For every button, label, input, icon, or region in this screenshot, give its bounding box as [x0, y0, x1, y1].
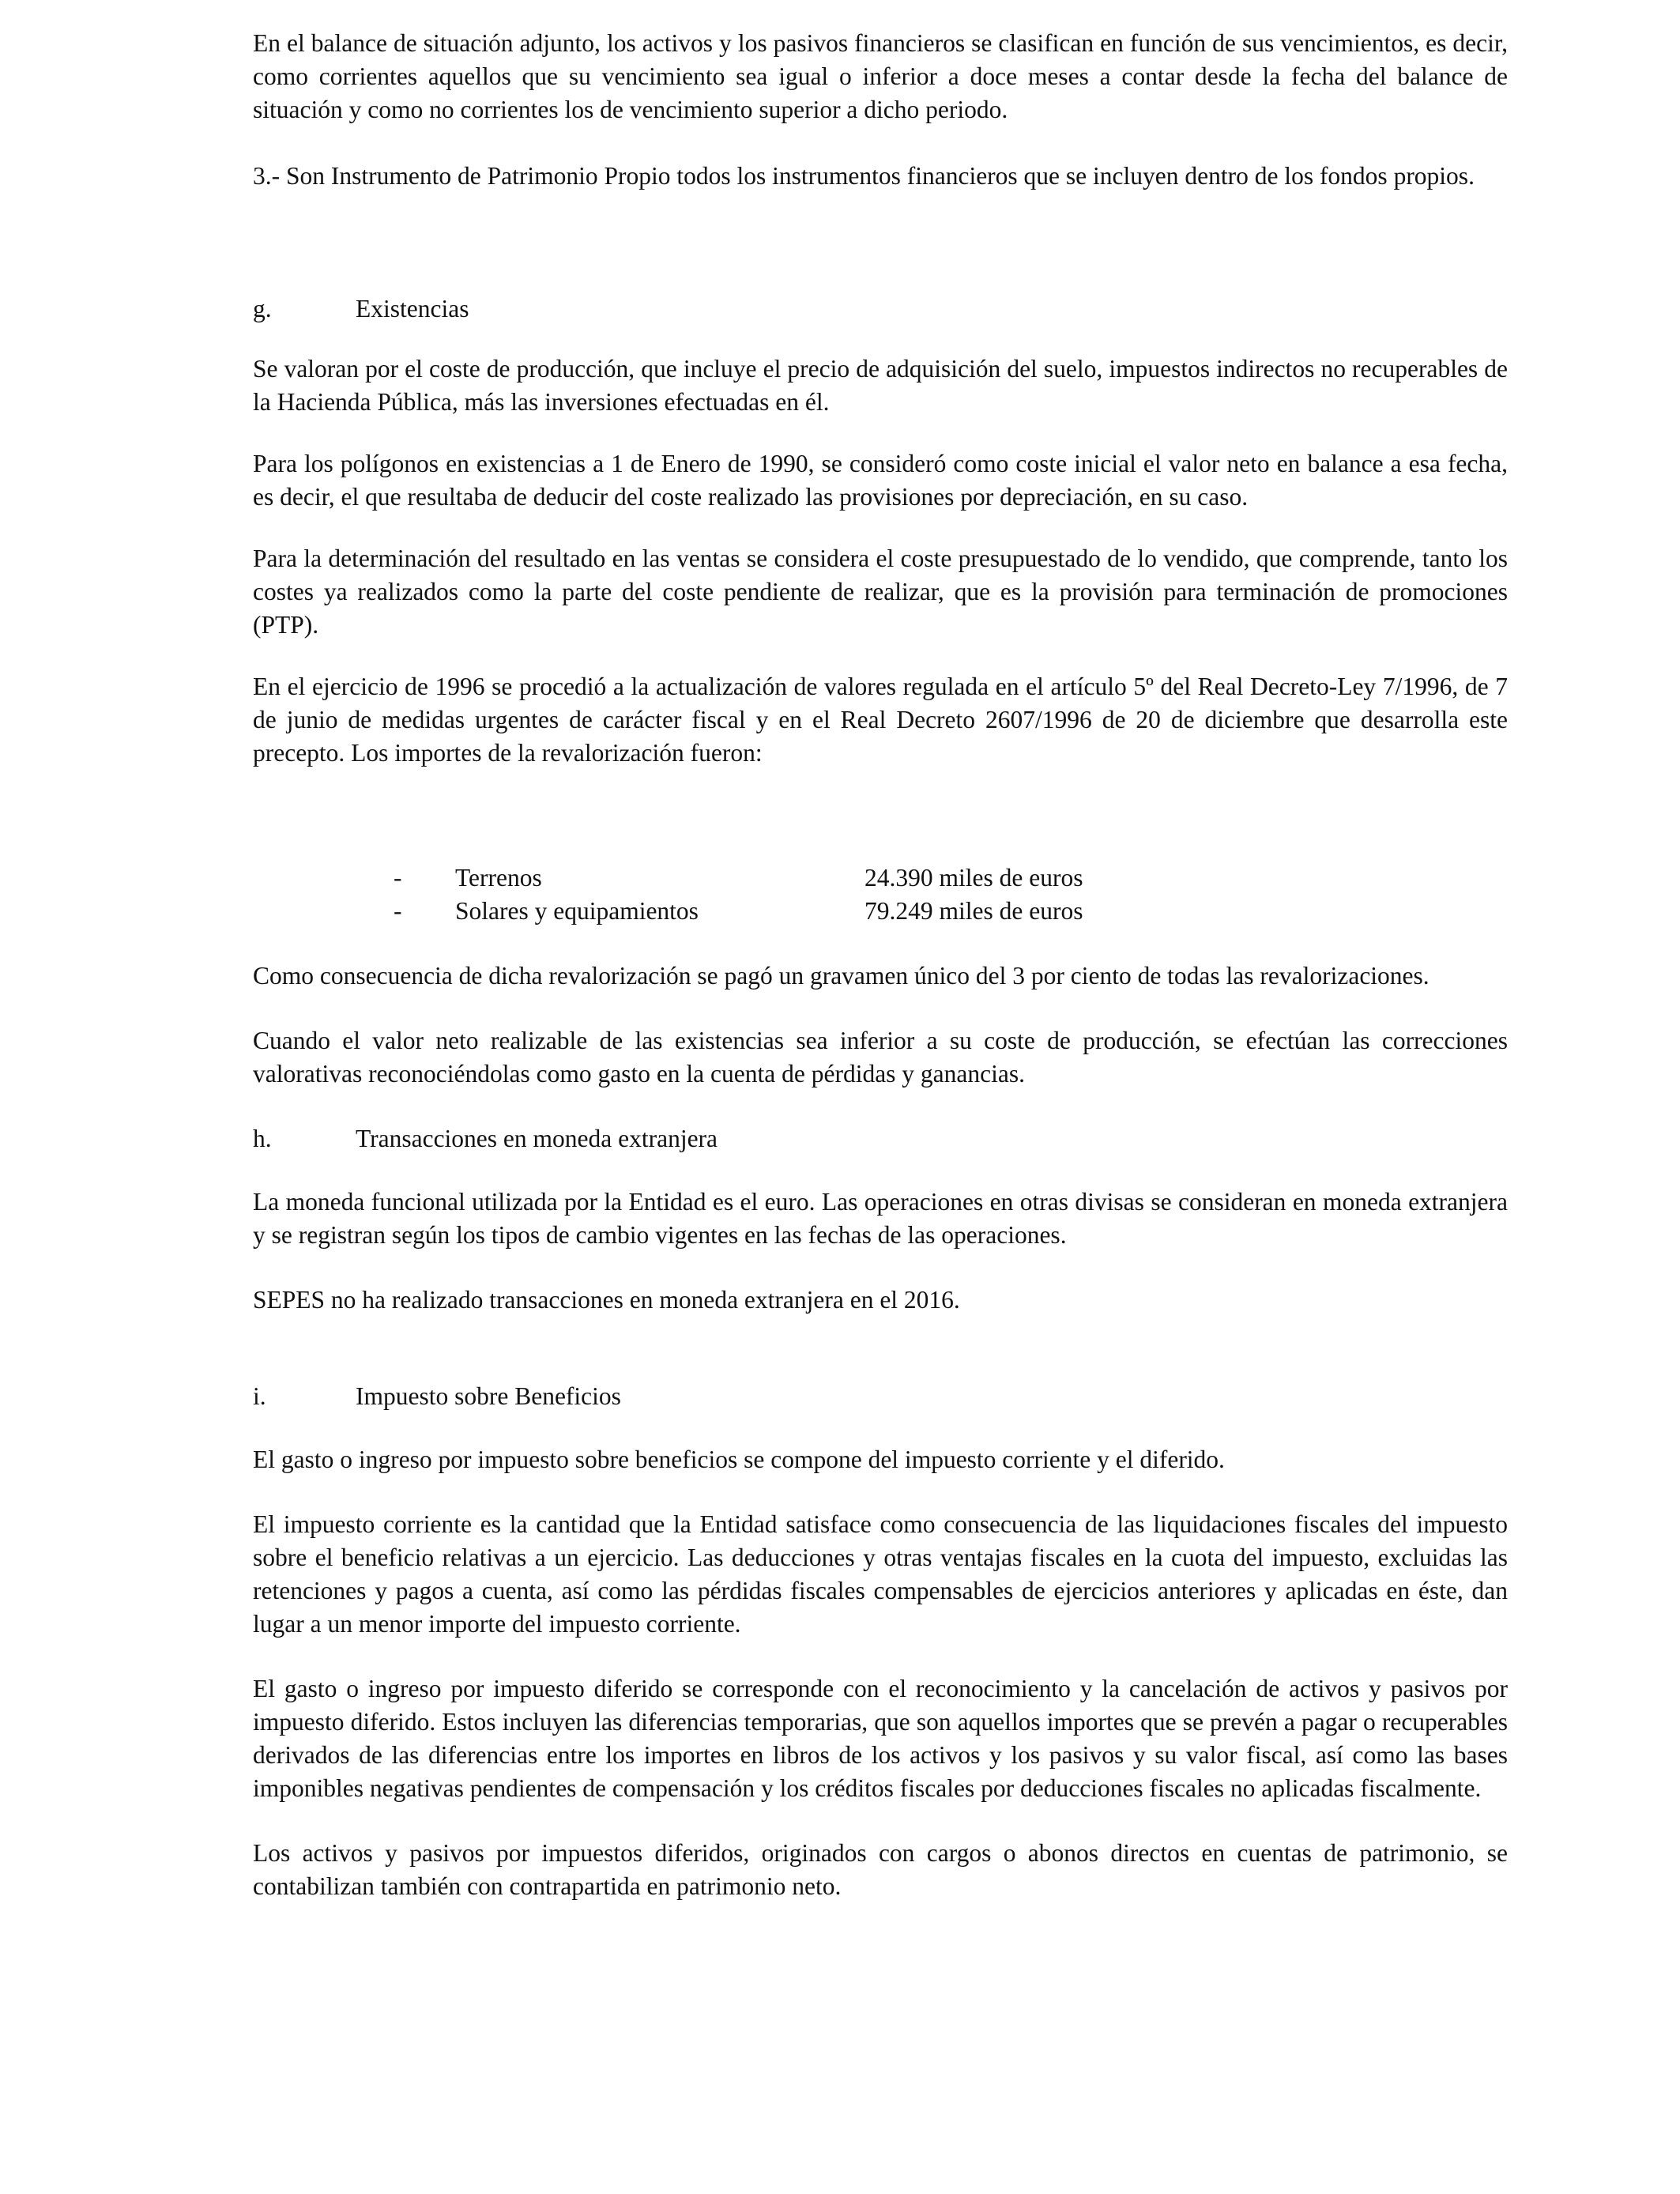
- list-item: [394, 861, 1508, 895]
- section-title: Existencias: [356, 295, 469, 322]
- list-item: [394, 895, 1508, 928]
- list-item-amount: 24.390 miles de euros: [864, 864, 1083, 892]
- list-item-amount: 79.249 miles de euros: [864, 897, 1083, 925]
- document-page: [253, 27, 1508, 1903]
- section-letter: g.: [253, 295, 272, 322]
- section-heading-existencias: [253, 292, 1508, 326]
- paragraph-financial-classification: En el balance de situación adjunto, los activos y los pasivos financieros se clasifican en función de sus vencimientos, es decir, como corrientes aquellos que su vencimiento sea igual o inferior a doce meses a contar desde la fecha del balance de situación y como no corrientes los de vencimiento superior a dicho periodo.: [253, 29, 1508, 123]
- list-item-name: Solares y equipamientos: [455, 897, 699, 925]
- paragraph-sales-result: Para la determinación del resultado en las ventas se considera el coste presupuestado de lo vendido, que comprende, tanto los costes ya realizados como la parte del coste pendiente de realizar, que es la provisión para terminación de promociones (PTP).: [253, 545, 1508, 639]
- section-title: Transacciones en moneda extranjera: [356, 1125, 718, 1152]
- section-heading-foreign-currency: [253, 1122, 1508, 1155]
- paragraph-single-levy: Como consecuencia de dicha revalorización se pagó un gravamen único del 3 por ciento de todas las revalorizaciones.: [253, 962, 1430, 990]
- list-item-name: Terrenos: [455, 864, 542, 892]
- paragraph-tax-composition: El gasto o ingreso por impuesto sobre beneficios se compone del impuesto corriente y el diferido.: [253, 1446, 1225, 1473]
- section-heading-income-tax: [253, 1380, 1508, 1413]
- revaluation-list: [394, 861, 1508, 928]
- paragraph-no-foreign-transactions: SEPES no ha realizado transacciones en moneda extranjera en el 2016.: [253, 1286, 960, 1314]
- paragraph-equity-instruments: 3.- Son Instrumento de Patrimonio Propio todos los instrumentos financieros que se incluyen dentro de los fondos propios.: [253, 162, 1475, 190]
- list-dash: -: [394, 864, 402, 892]
- paragraph-functional-currency: La moneda funcional utilizada por la Entidad es el euro. Las operaciones en otras divisas se consideran en moneda extranjera y se registran según los tipos de cambio vigentes en las fechas de las operaciones.: [253, 1188, 1508, 1249]
- paragraph-deferred-tax: El gasto o ingreso por impuesto diferido se corresponde con el reconocimiento y la cancelación de activos y pasivos por impuesto diferido. Estos incluyen las diferencias temporarias, que son aquellos importes que se prevén a pagar o recuperables derivados de las diferencias entre los importes en libros de los activos y los pasivos y su valor fiscal, así como las bases imponibles negativas pendientes de compensación y los créditos fiscales por deducciones fiscales no aplicadas fiscalmente.: [253, 1675, 1508, 1802]
- paragraph-deferred-tax-equity: Los activos y pasivos por impuestos diferidos, originados con cargos o abonos directos en cuentas de patrimonio, se contabilizan también con contrapartida en patrimonio neto.: [253, 1839, 1508, 1900]
- section-letter: i.: [253, 1382, 266, 1410]
- paragraph-valuation: Se valoran por el coste de producción, que incluye el precio de adquisición del suelo, impuestos indirectos no recuperables de la Hacienda Pública, más las inversiones efectuadas en él.: [253, 355, 1508, 416]
- section-letter: h.: [253, 1125, 272, 1152]
- paragraph-revaluation-1996: En el ejercicio de 1996 se procedió a la actualización de valores regulada en el artículo 5º del Real Decreto-Ley 7/1996, de 7 de junio de medidas urgentes de carácter fiscal y en el Real Decreto 2607/1996 de 20 de diciembre que desarrolla este precepto. Los importes de la revalorización fueron:: [253, 673, 1508, 767]
- paragraph-current-tax: El impuesto corriente es la cantidad que la Entidad satisface como consecuencia de las liquidaciones fiscales del impuesto sobre el beneficio relativas a un ejercicio. Las deducciones y otras ventajas fiscales en la cuota del impuesto, excluidas las retenciones y pagos a cuenta, así como las pérdidas fiscales compensables de ejercicios anteriores y aplicadas en éste, dan lugar a un menor importe del impuesto corriente.: [253, 1510, 1508, 1638]
- paragraph-polygons-1990: Para los polígonos en existencias a 1 de Enero de 1990, se consideró como coste inicial el valor neto en balance a esa fecha, es decir, el que resultaba de deducir del coste realizado las provisiones por depreciación, en su caso.: [253, 450, 1508, 511]
- paragraph-value-corrections: Cuando el valor neto realizable de las existencias sea inferior a su coste de producción, se efectúan las correcciones valorativas reconociéndolas como gasto en la cuenta de pérdidas y ganancias.: [253, 1027, 1508, 1088]
- section-title: Impuesto sobre Beneficios: [356, 1382, 621, 1410]
- list-dash: -: [394, 897, 402, 925]
